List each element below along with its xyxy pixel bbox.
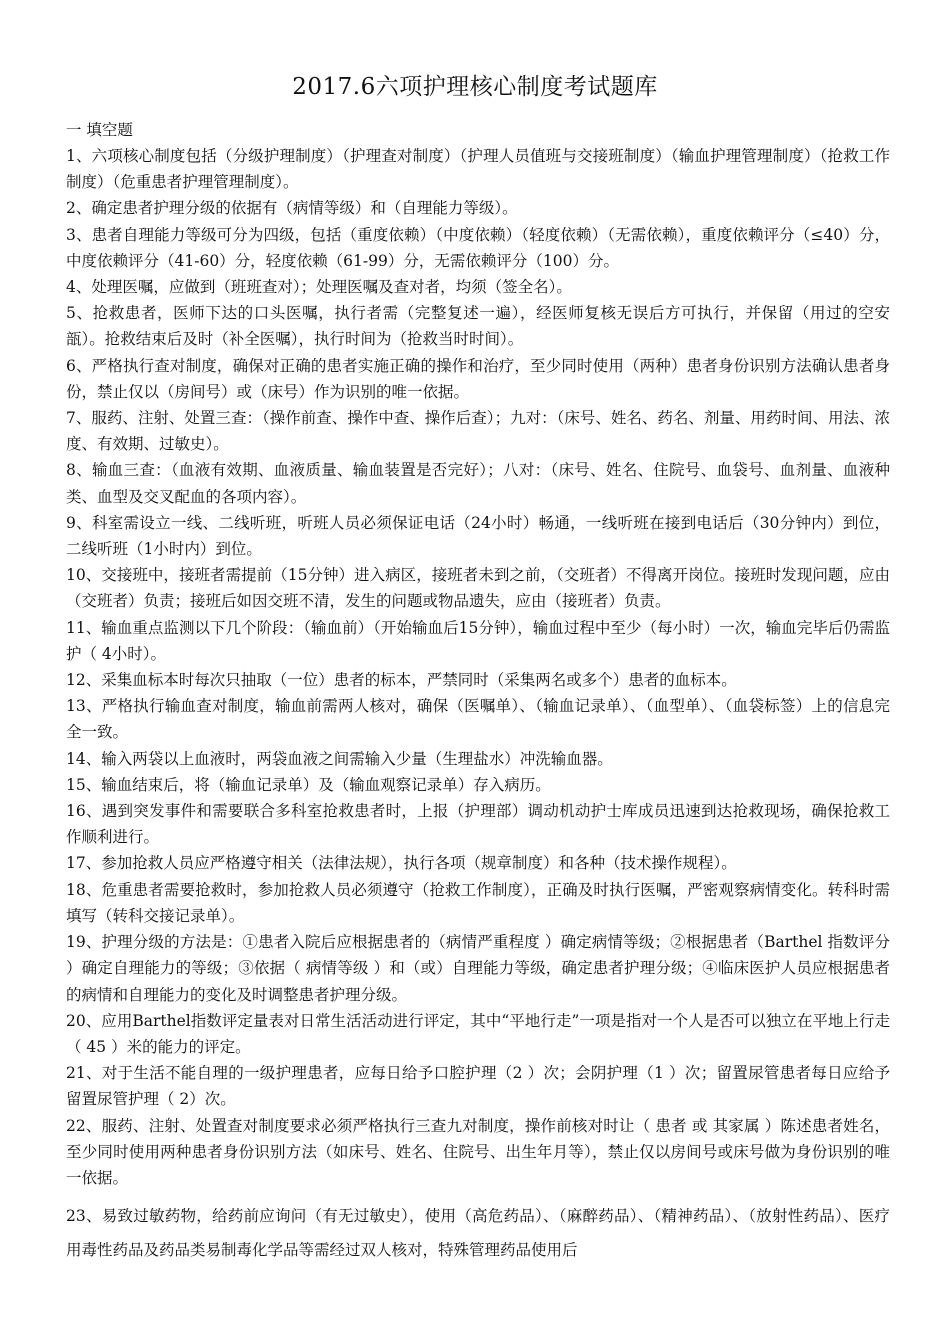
question-item-20: 20、应用Barthel指数评定量表对日常生活活动进行评定，其中“平地行走”一项是指对一个人是否可以独立在平地上行走（ 45 ）米的能力的评定。 (66, 1011, 890, 1056)
question-item-21: 21、对于生活不能自理的一级护理患者，应每日给予口腔护理（2 ）次；会阴护理（1 ）次；留置尿管患者每日应给予留置尿管护理（ 2）次。 (66, 1064, 890, 1109)
question-item-14: 14、输入两袋以上血液时，两袋血液之间需输入少量（生理盐水）冲洗输血器。 (66, 749, 613, 768)
question-item-23: 23、易致过敏药物，给药前应询问（有无过敏史），使用（高危药品）、（麻醉药品）、（精神药品）、（放射性药品）、医疗用毒性药品及药品类易制毒化学品等需经过双人核对，特殊管理药品使用后 (66, 1207, 890, 1260)
question-item-9: 9、科室需设立一线、二线听班，听班人员必须保证电话（24小时）畅通，一线听班在接到电话后（30分钟内）到位，二线听班（1小时内）到位。 (66, 513, 890, 559)
question-item-13: 13、严格执行输血查对制度，输血前需两人核对，确保（医嘱单）、（输血记录单）、（血型单）、（血袋标签）上的信息完全一致。 (66, 697, 890, 742)
question-item-1: 1、六项核心制度包括（分级护理制度）（护理查对制度）（护理人员值班与交接班制度）（输血护理管理制度）（抢救工作制度）（危重患者护理管理制度）。 (66, 147, 890, 192)
question-item-18: 18、危重患者需要抢救时，参加抢救人员必须遵守（抢救工作制度），正确及时执行医嘱，严密观察病情变化。转科时需填写（转科交接记录单）。 (66, 880, 890, 925)
question-item-4: 4、处理医嘱，应做到（班班查对）；处理医嘱及查对者，均须（签全名）。 (66, 278, 572, 297)
question-item-22: 22、服药、注射、处置查对制度要求必须严格执行三查九对制度，操作前核对时让（ 患者 或 其家属 ）陈述患者姓名，至少同时使用两种患者身份识别方法（如床号、姓名、住院号、出生年月等），禁止仅以房间号或床号做为身份识别的唯一依据。 (66, 1116, 890, 1187)
section-heading: 一 填空题 (66, 121, 133, 139)
question-item-2: 2、确定患者护理分级的依据有（病情等级）和（自理能力等级）。 (66, 199, 518, 218)
question-item-17: 17、参加抢救人员应严格遵守相关（法律法规），执行各项（规章制度）和各种（技术操作规程）。 (66, 854, 737, 873)
document-title: 2017.6六项护理核心制度考试题库 (292, 74, 658, 100)
question-item-10: 10、交接班中，接班者需提前（15分钟）进入病区，接班者未到之前，（交班者）不得离开岗位。接班时发现问题，应由（交班者）负责；接班后如因交班不清，发生的问题或物品遗失，应由（接班者）负责。 (66, 566, 890, 611)
question-item-16: 16、遇到突发事件和需要联合多科室抢救患者时，上报（护理部）调动机动护士库成员迅速到达抢救现场，确保抢救工作顺利进行。 (66, 802, 890, 847)
question-item-7: 7、服药、注射、处置三查：（操作前查、操作中查、操作后查）；九对：（床号、姓名、药名、剂量、用药时间、用法、浓度、有效期、过敏史）。 (66, 409, 890, 454)
document-body (66, 117, 890, 1267)
question-item-5: 5、抢救患者，医师下达的口头医嘱，执行者需（完整复述一遍），经医师复核无误后方可执行，并保留（用过的空安瓿）。抢救结束后及时（补全医嘱），执行时间为（抢救当时时间）。 (66, 304, 890, 349)
question-item-3: 3、患者自理能力等级可分为四级，包括（重度依赖）（中度依赖）（轻度依赖）（无需依赖），重度依赖评分（≤40）分，中度依赖评分（41-60）分，轻度依赖（61-99）分，无需依赖评分（100）分。 (66, 225, 890, 270)
question-item-8: 8、输血三查：（血液有效期、血液质量、输血装置是否完好）；八对：（床号、姓名、住院号、血袋号、血剂量、血液种类、血型及交叉配血的各项内容）。 (66, 461, 890, 506)
question-item-19: 19、护理分级的方法是：①患者入院后应根据患者的（病情严重程度 ）确定病情等级；②根据患者（Barthel 指数评分 ）确定自理能力的等级；③依据（ 病情等级 ）和（或）自理能力等级，确定患者护理分级；④临床医护人员应根据患者的病情和自理能力的变化及时调整患者护理分级。 (66, 933, 890, 1004)
question-item-12: 12、采集血标本时每次只抽取（一位）患者的标本，严禁同时（采集两名或多个）患者的血标本。 (66, 671, 737, 690)
question-item-6: 6、严格执行查对制度，确保对正确的患者实施正确的操作和治疗，至少同时使用（两种）患者身份识别方法确认患者身份，禁止仅以（房间号）或（床号）作为识别的唯一依据。 (66, 356, 890, 401)
question-item-11: 11、输血重点监测以下几个阶段：（输血前）（开始输血后15分钟），输血过程中至少（每小时）一次，输血完毕后仍需监护（ 4小时）。 (66, 618, 890, 663)
question-item-15: 15、输血结束后，将（输血记录单）及（输血观察记录单）存入病历。 (66, 775, 551, 794)
